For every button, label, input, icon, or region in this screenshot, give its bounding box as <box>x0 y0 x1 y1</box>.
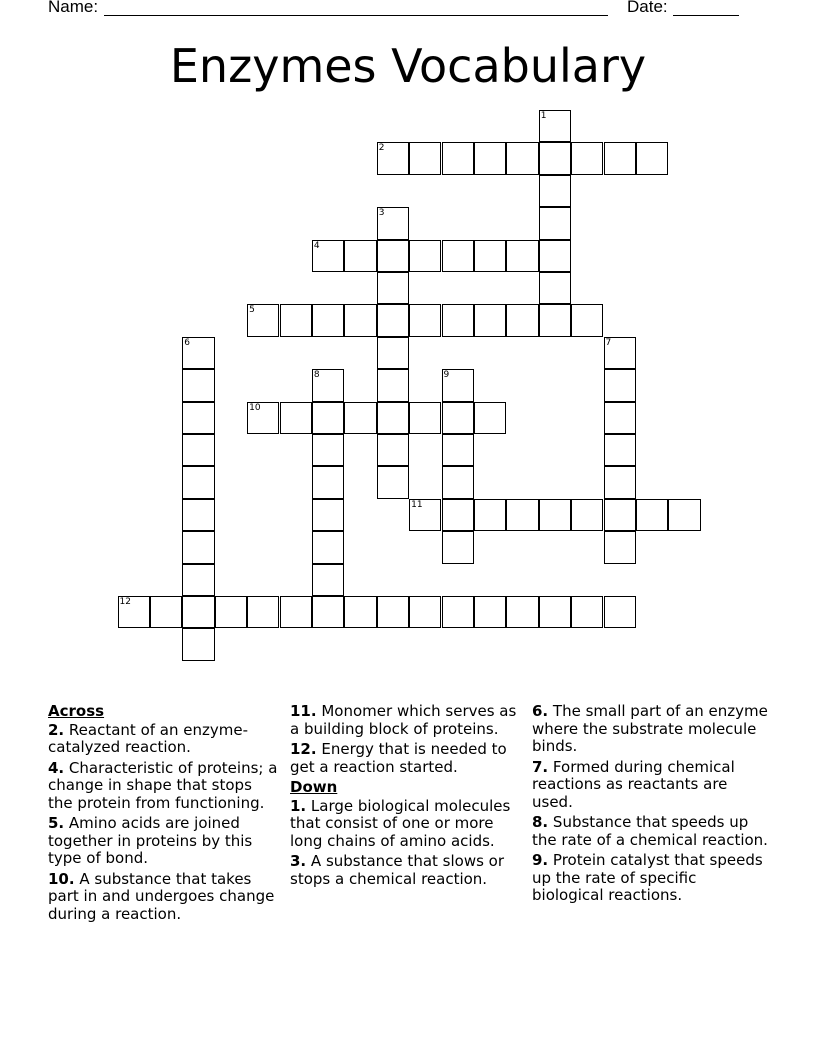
crossword-cell[interactable] <box>312 531 344 563</box>
crossword-cell[interactable] <box>604 531 636 563</box>
clue-text: A substance that takes part in and undergoes change during a reaction. <box>48 869 275 923</box>
crossword-cell[interactable] <box>539 240 571 272</box>
crossword-cell[interactable] <box>182 531 214 563</box>
crossword-cell[interactable] <box>377 272 409 304</box>
crossword-cell[interactable] <box>247 304 279 336</box>
clue-down-6 <box>532 703 772 756</box>
crossword-cell[interactable] <box>182 337 214 369</box>
clue-number: 8. <box>532 813 549 831</box>
cell-number: 2 <box>378 143 385 154</box>
crossword-cell[interactable] <box>442 304 474 336</box>
crossword-cell[interactable] <box>442 142 474 174</box>
clue-number: 7. <box>532 757 549 776</box>
crossword-cell[interactable] <box>636 499 668 531</box>
clue-text: Amino acids are joined together in proteins by this type of bond. <box>48 814 253 867</box>
crossword-cell[interactable] <box>636 142 668 174</box>
crossword-cell[interactable] <box>571 142 603 174</box>
crossword-cell[interactable] <box>182 499 214 531</box>
cell-number: 6 <box>184 337 191 348</box>
clue-text: Substance that speeds up the rate of a chemical reaction. <box>532 813 768 849</box>
clue-across-11 <box>290 703 526 738</box>
crossword-cell[interactable] <box>377 207 409 239</box>
crossword-cell[interactable] <box>377 434 409 466</box>
crossword-cell[interactable] <box>442 499 474 531</box>
name-label: Name: <box>48 0 99 16</box>
clue-number: 2. <box>48 720 65 739</box>
crossword-cell[interactable] <box>344 402 376 434</box>
page-title: Enzymes Vocabulary <box>169 39 647 93</box>
crossword-cell[interactable] <box>182 628 214 660</box>
crossword-cell[interactable] <box>539 499 571 531</box>
crossword-cell[interactable] <box>182 466 214 498</box>
clue-across-2 <box>48 722 280 757</box>
crossword-cell[interactable] <box>442 240 474 272</box>
crossword-cell[interactable] <box>409 499 441 531</box>
crossword-cell[interactable] <box>604 402 636 434</box>
clue-number: 12. <box>290 740 317 758</box>
crossword-cell[interactable] <box>474 142 506 174</box>
clue-text: Formed during chemical reactions as reactants are used. <box>532 757 735 811</box>
crossword-cell[interactable] <box>539 110 571 142</box>
crossword-cell[interactable] <box>474 304 506 336</box>
crossword-cell[interactable] <box>377 142 409 174</box>
crossword-cell[interactable] <box>442 402 474 434</box>
clue-number: 4. <box>48 758 65 777</box>
clues-column-1 <box>48 703 280 926</box>
clue-text: Monomer which serves as a building block of proteins. <box>290 702 517 738</box>
crossword-cell[interactable] <box>312 564 344 596</box>
crossword-cell[interactable] <box>474 402 506 434</box>
clue-across-4 <box>48 760 280 813</box>
crossword-cell[interactable] <box>409 142 441 174</box>
crossword-cell[interactable] <box>506 240 538 272</box>
crossword-cell[interactable] <box>280 402 312 434</box>
clue-text: The small part of an enzyme where the substrate molecule binds. <box>532 702 768 755</box>
cell-number: 9 <box>443 370 450 381</box>
crossword-cell[interactable] <box>182 369 214 401</box>
crossword-cell[interactable] <box>506 142 538 174</box>
crossword-cell[interactable] <box>377 466 409 498</box>
cell-number: 7 <box>605 337 612 348</box>
crossword-cell[interactable] <box>312 466 344 498</box>
crossword-cell[interactable] <box>377 596 409 628</box>
clue-text: Protein catalyst that speeds up the rate of specific biological reactions. <box>532 851 763 904</box>
crossword-cell[interactable] <box>506 304 538 336</box>
crossword-cell[interactable] <box>150 596 182 628</box>
crossword-cell[interactable] <box>312 304 344 336</box>
clue-number: 10. <box>48 869 75 888</box>
crossword-cell[interactable] <box>604 466 636 498</box>
crossword-cell[interactable] <box>312 499 344 531</box>
clue-across-12 <box>290 741 526 776</box>
crossword-cell[interactable] <box>182 596 214 628</box>
crossword-cell[interactable] <box>312 434 344 466</box>
clue-text: Reactant of an enzyme-catalyzed reaction. <box>48 720 248 756</box>
clues-column-2 <box>290 703 526 891</box>
clue-down-3 <box>290 853 526 888</box>
clue-text: Energy that is needed to get a reaction started. <box>290 740 507 776</box>
clue-number: 11. <box>290 702 317 720</box>
crossword-cell[interactable] <box>506 596 538 628</box>
crossword-cell[interactable] <box>539 207 571 239</box>
down-heading: Down <box>290 778 338 796</box>
crossword-cell[interactable] <box>312 240 344 272</box>
crossword-cell[interactable] <box>539 304 571 336</box>
crossword-cell[interactable] <box>604 434 636 466</box>
clue-down-1 <box>290 798 526 851</box>
clue-number: 5. <box>48 814 65 832</box>
crossword-cell[interactable] <box>409 596 441 628</box>
clue-number: 1. <box>290 796 307 815</box>
crossword-cell[interactable] <box>312 596 344 628</box>
crossword-cell[interactable] <box>409 240 441 272</box>
crossword-cell[interactable] <box>442 531 474 563</box>
crossword-cell[interactable] <box>312 402 344 434</box>
crossword-cell[interactable] <box>377 240 409 272</box>
crossword-cell[interactable] <box>539 596 571 628</box>
clue-down-7 <box>532 759 772 812</box>
cell-number: 12 <box>119 597 131 607</box>
crossword-cell[interactable] <box>604 499 636 531</box>
crossword-cell[interactable] <box>571 304 603 336</box>
clue-text: A substance that slows or stops a chemical reaction. <box>290 852 505 888</box>
crossword-cell[interactable] <box>539 272 571 304</box>
crossword-cell[interactable] <box>182 434 214 466</box>
crossword-cell[interactable] <box>474 596 506 628</box>
crossword-cell[interactable] <box>344 304 376 336</box>
crossword-cell[interactable] <box>571 596 603 628</box>
cell-number: 4 <box>313 240 320 251</box>
cell-number: 3 <box>378 208 385 219</box>
across-heading: Across <box>48 702 105 720</box>
crossword-cell[interactable] <box>604 337 636 369</box>
crossword-cell[interactable] <box>442 369 474 401</box>
date-label: Date: <box>627 0 668 16</box>
crossword-cell[interactable] <box>539 175 571 207</box>
cell-number: 11 <box>411 499 423 510</box>
crossword-cell[interactable] <box>247 596 279 628</box>
cell-number: 5 <box>249 305 255 316</box>
clue-number: 6. <box>532 702 549 720</box>
crossword-cell[interactable] <box>604 142 636 174</box>
crossword-cell[interactable] <box>474 240 506 272</box>
crossword-cell[interactable] <box>312 369 344 401</box>
crossword-cell[interactable] <box>506 499 538 531</box>
clue-number: 9. <box>532 851 549 869</box>
crossword-cell[interactable] <box>474 499 506 531</box>
cell-number: 10 <box>249 402 261 413</box>
crossword-cell[interactable] <box>118 596 150 628</box>
clue-down-9 <box>532 852 772 905</box>
crossword-cell[interactable] <box>377 402 409 434</box>
crossword-cell[interactable] <box>571 499 603 531</box>
crossword-cell[interactable] <box>377 304 409 336</box>
crossword-cell[interactable] <box>280 304 312 336</box>
crossword-cell[interactable] <box>668 499 700 531</box>
crossword-cell[interactable] <box>604 596 636 628</box>
clue-across-10 <box>48 871 280 924</box>
crossword-cell[interactable] <box>182 564 214 596</box>
crossword-cell[interactable] <box>442 596 474 628</box>
crossword-cell[interactable] <box>344 596 376 628</box>
crossword-cell[interactable] <box>182 402 214 434</box>
clue-across-5 <box>48 815 280 868</box>
cell-number: 8 <box>313 370 320 381</box>
cell-number: 1 <box>540 111 547 121</box>
crossword-cell[interactable] <box>539 142 571 174</box>
clues-column-3 <box>532 703 772 908</box>
clue-number: 3. <box>290 852 307 870</box>
clue-text: Characteristic of proteins; a change in shape that stops the protein from functioning. <box>48 758 278 812</box>
crossword-cell[interactable] <box>215 596 247 628</box>
crossword-cell[interactable] <box>604 369 636 401</box>
crossword-cell[interactable] <box>442 466 474 498</box>
clue-down-8 <box>532 814 772 849</box>
crossword-cell[interactable] <box>409 402 441 434</box>
crossword-cell[interactable] <box>280 596 312 628</box>
crossword-cell[interactable] <box>247 402 279 434</box>
crossword-cell[interactable] <box>409 304 441 336</box>
crossword-cell[interactable] <box>377 337 409 369</box>
crossword-cell[interactable] <box>377 369 409 401</box>
clue-text: Large biological molecules that consist of one or more long chains of amino acids. <box>290 796 511 850</box>
crossword-cell[interactable] <box>442 434 474 466</box>
crossword-cell[interactable] <box>344 240 376 272</box>
